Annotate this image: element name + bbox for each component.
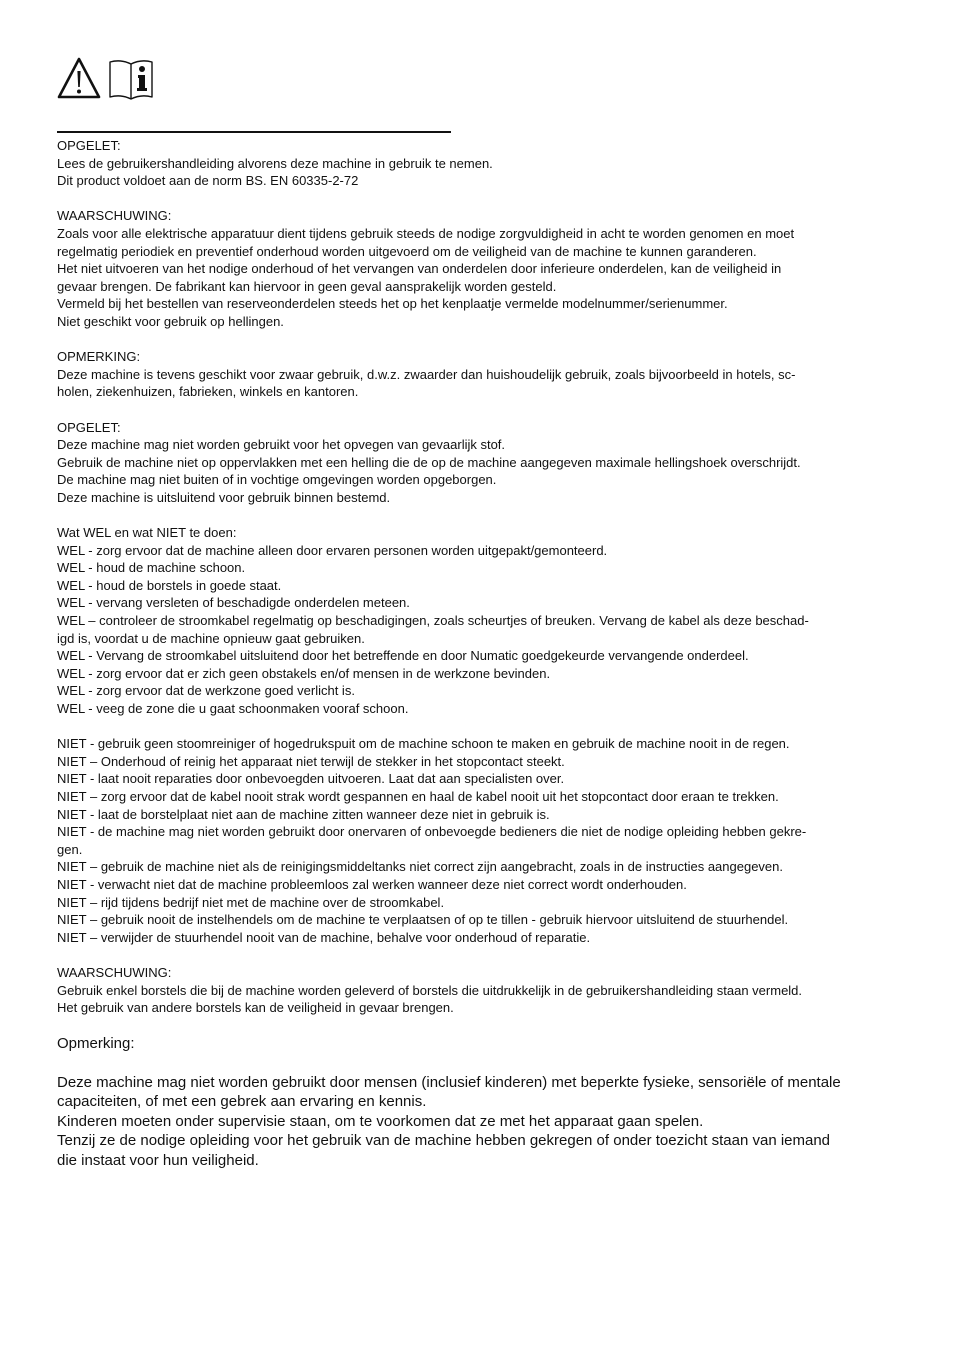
section-waarschuwing-1: [57, 207, 897, 330]
section-line: WEL - zorg ervoor dat er zich geen obstakels en/of mensen in de werkzone bevinden.: [57, 665, 551, 681]
section-heading: Wat WEL en wat NIET te doen:: [57, 525, 237, 541]
section-line: Zoals voor alle elektrische apparatuur dient tijdens gebruik steeds de nodige zorgvuldigheid in acht te worden genomen en moet: [57, 225, 795, 241]
section-line: holen, ziekenhuizen, fabrieken, winkels en kantoren.: [57, 384, 359, 400]
section-line: Niet geschikt voor gebruik op hellingen.: [57, 313, 284, 329]
section-line: WEL - houd de borstels in goede staat.: [57, 577, 282, 593]
note-line: Kinderen moeten onder supervisie staan, om te voorkomen dat ze met het apparaat gaan spelen.: [57, 1112, 704, 1130]
document-body: [57, 137, 897, 1170]
section-line: Het gebruik van andere borstels kan de veiligheid in gevaar brengen.: [57, 1000, 454, 1016]
warning-triangle-icon: [57, 56, 101, 105]
section-line: igd is, voordat u de machine opnieuw gaat gebruiken.: [57, 630, 365, 646]
section-line: regelmatig periodiek en preventief onderhoud worden uitgevoerd om de veiligheid van de machine te kunnen garanderen.: [57, 243, 757, 259]
section-line: NIET - de machine mag niet worden gebruikt door onervaren of onbevoegde bedieners die niet de nodige opleiding hebben gekre-: [57, 824, 807, 840]
note-heading: Opmerking:: [57, 1035, 135, 1053]
section-line: WEL - veeg de zone die u gaat schoonmaken vooraf schoon.: [57, 701, 409, 716]
section-line: NIET - laat de borstelplaat niet aan de machine zitten wanneer deze niet in gebruik is.: [57, 806, 550, 822]
section-line: Gebruik enkel borstels die bij de machine worden geleverd of borstels die uitdrukkelijk in de gebruikershandleiding staan vermeld.: [57, 982, 803, 998]
section-line: NIET – zorg ervoor dat de kabel nooit strak wordt gespannen en haal de kabel nooit uit het stopcontact door eraan te trekken.: [57, 788, 779, 804]
section-line: NIET – rijd tijdens bedrijf niet met de machine over de stroomkabel.: [57, 894, 445, 910]
section-line: NIET - verwacht niet dat de machine probleemloos zal werken wanneer deze niet correct wordt onderhouden.: [57, 876, 687, 892]
section-line: Deze machine is uitsluitend voor gebruik binnen bestemd.: [57, 489, 391, 505]
note-line: Deze machine mag niet worden gebruikt door mensen (inclusief kinderen) met beperkte fysieke, sensoriële of mentale: [57, 1074, 841, 1092]
section-heading: OPGELET:: [57, 419, 121, 435]
section-line: WEL - Vervang de stroomkabel uitsluitend door het betreffende en door Numatic goedgekeurde vervangende onderdeel.: [57, 648, 749, 664]
section-line: Lees de gebruikershandleiding alvorens deze machine in gebruik te nemen.: [57, 155, 493, 171]
header-rule: [57, 131, 451, 133]
section-line: Deze machine mag niet worden gebruikt voor het opvegen van gevaarlijk stof.: [57, 437, 506, 453]
section-line: WEL - zorg ervoor dat de werkzone goed verlicht is.: [57, 683, 355, 699]
section-opgelet-1: [57, 137, 897, 190]
section-note: [57, 1034, 897, 1170]
section-wel: [57, 524, 897, 718]
section-line: NIET - laat nooit reparaties door onbevoegden uitvoeren. Laat dat aan specialisten over.: [57, 771, 565, 787]
section-heading: WAARSCHUWING:: [57, 208, 172, 224]
section-heading: OPMERKING:: [57, 349, 141, 365]
section-line: NIET – Onderhoud of reinig het apparaat niet terwijl de stekker in het stopcontact steekt.: [57, 753, 565, 769]
header-icons: [57, 56, 155, 105]
section-heading: OPGELET:: [57, 138, 121, 153]
section-line: WEL – controleer de stroomkabel regelmatig op beschadigingen, zoals scheurtjes of breuken. Vervang de kabel als deze beschad-: [57, 613, 809, 629]
section-line: De machine mag niet buiten of in vochtige omgevingen worden opgeborgen.: [57, 472, 497, 488]
section-line: Deze machine is tevens geschikt voor zwaar gebruik, d.w.z. zwaarder dan huishoudelijk gebruik, zoals bijvoorbeeld in hotels, sc-: [57, 366, 796, 382]
note-line: die instaat voor hun veiligheid.: [57, 1151, 259, 1169]
section-line: WEL - houd de machine schoon.: [57, 560, 246, 576]
section-line: gevaar brengen. De fabrikant kan hiervoor in geen geval aansprakelijk worden gesteld.: [57, 278, 557, 294]
section-line: NIET – verwijder de stuurhendel nooit van de machine, behalve voor onderhoud of reparatie.: [57, 929, 591, 945]
section-line: Het niet uitvoeren van het nodige onderhoud of het vervangen van onderdelen door inferieure onderdelen, kan de veiligheid in: [57, 261, 782, 277]
section-line: Dit product voldoet aan de norm BS. EN 60335-2-72: [57, 173, 359, 189]
note-line: Tenzij ze de nodige opleiding voor het gebruik van de machine hebben gekregen of onder toezicht staan van iemand: [57, 1132, 831, 1150]
section-line: Gebruik de machine niet op oppervlakken met een helling die de op de machine aangegeven maximale hellingshoek overschrijdt.: [57, 454, 801, 470]
manual-info-icon: [107, 56, 155, 105]
note-line: capaciteiten, of met een gebrek aan ervaring en kennis.: [57, 1093, 427, 1111]
section-line: NIET – gebruik de machine niet als de reinigingsmiddeltanks niet correct zijn aangebracht, zoals in de instructies aangegeven.: [57, 859, 784, 875]
section-niet: [57, 735, 897, 946]
section-opgelet-2: [57, 419, 897, 507]
section-line: NIET – gebruik nooit de instelhendels om de machine te verplaatsen of op te tillen - gebruik hiervoor uitsluitend de stuurhendel.: [57, 912, 789, 928]
section-opmerking: [57, 348, 897, 401]
section-line: WEL - zorg ervoor dat de machine alleen door ervaren personen worden uitgepakt/gemonteerd.: [57, 542, 608, 558]
section-line: WEL - vervang versleten of beschadigde onderdelen meteen.: [57, 595, 410, 611]
section-line: gen.: [57, 841, 83, 857]
section-line: NIET - gebruik geen stoomreiniger of hogedrukspuit om de machine schoon te maken en gebruik de machine nooit in de regen.: [57, 736, 790, 752]
section-line: Vermeld bij het bestellen van reserveonderdelen steeds het op het kenplaatje vermelde modelnummer/serienummer.: [57, 296, 728, 312]
section-waarschuwing-2: [57, 964, 897, 1017]
section-heading: WAARSCHUWING:: [57, 964, 172, 980]
